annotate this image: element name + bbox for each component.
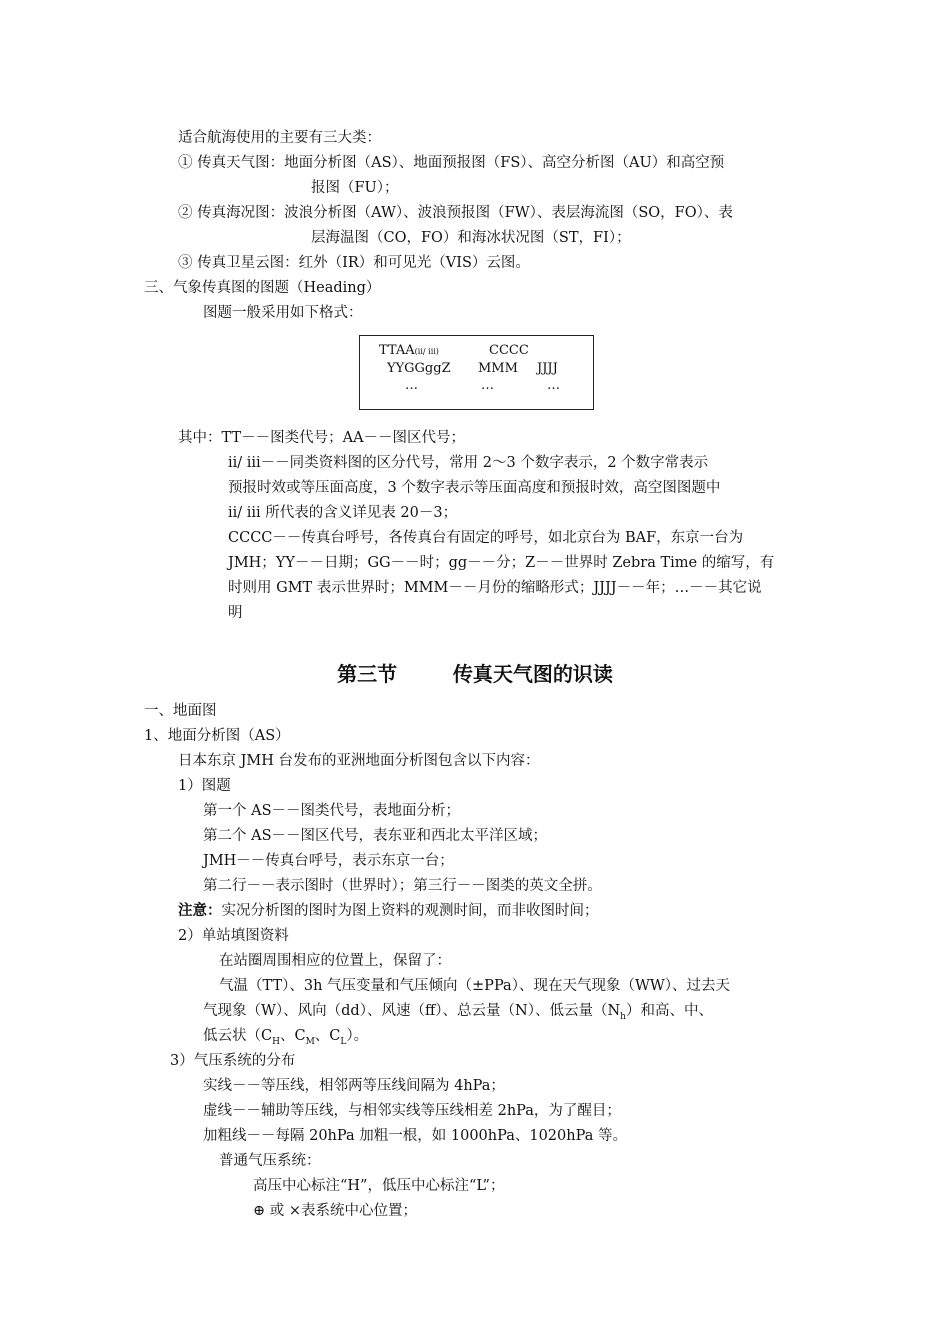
list-item-continued: 层海温图（CO，FO）和海冰状况图（ST，FI）；: [311, 230, 631, 246]
box-ttaa-sub: (ii/ iii): [414, 347, 439, 356]
section-title: 第三节 传真天气图的识读: [337, 662, 613, 686]
explain-line: JMH；YY－－日期；GG－－时；gg－－分；Z－－世界时 Zebra Time 的缩写，有: [228, 555, 775, 571]
station-line: 气现象（W）、风向（dd）、风速（ff）、总云量（N）、低云量$(N_h)$和高、中、: [203, 1003, 713, 1022]
box-dots: …: [481, 378, 494, 393]
body-line: 日本东京 JMH 台发布的亚洲地面分析图包含以下内容：: [178, 753, 540, 769]
body-line: 第二行－－表示图时（世界时）；第三行－－图类的英文全拼。: [203, 878, 602, 894]
note-text: 实况分析图的图时为图上资料的观测时间，而非收图时间；: [221, 903, 599, 919]
box-jjjj: JJJJ: [537, 361, 558, 376]
intro-line: 适合航海使用的主要有三大类：: [178, 130, 381, 146]
section-heading-3: 三、气象传真图的图题（Heading）: [144, 280, 381, 296]
pressure-line: 加粗线－－每隔 20hPa 加粗一根，如 1000hPa、1020hPa 等。: [203, 1128, 627, 1144]
list-item-continued: 报图（FU）；: [311, 180, 399, 196]
box-mmm: MMM: [478, 361, 518, 376]
box-cccc: CCCC: [489, 343, 529, 358]
list-item-fax-satellite: ③ 传真卫星云图：红外（IR）和可见光（VIS）云图。: [178, 255, 530, 271]
box-dots: …: [547, 378, 560, 393]
note-label: 注意：: [178, 902, 222, 919]
explain-line: 预报时效或等压面高度，3 个数字表示等压面高度和预报时效，高空图图题中: [228, 480, 721, 496]
note-line: [178, 901, 599, 921]
station-line: 在站圈周围相应的位置上，保留了：: [219, 953, 451, 969]
body-line: 第二个 AS－－图区代号，表东亚和西北太平洋区域；: [203, 828, 548, 844]
pressure-line: 普通气压系统：: [219, 1153, 321, 1169]
station-line: 低云状（$C_H$、$C_M$、$C_L$）。: [203, 1028, 369, 1047]
box-ttaa: TTAA(ii/ iii): [379, 343, 439, 358]
pressure-heading: 3）气压系统的分布: [170, 1053, 296, 1069]
list-item-fax-sea: ② 传真海况图：波浪分析图（AW）、波浪预报图（FW）、表层海流图（SO，FO）、表: [178, 205, 733, 221]
body-line: 第一个 AS－－图类代号，表地面分析；: [203, 803, 461, 819]
explain-line: ii/ iii 所代表的含义详见表 20－3；: [228, 505, 458, 521]
box-dots: …: [405, 378, 418, 393]
subsection-heading: 一、地面图: [144, 703, 217, 719]
body-line: 1）图题: [178, 778, 231, 794]
heading-format-box: [359, 335, 594, 410]
list-item-fax-weather: ① 传真天气图：地面分析图（AS）、地面预报图（FS）、高空分析图（AU）和高空预: [178, 155, 725, 171]
heading-format-intro: 图题一般采用如下格式：: [203, 305, 363, 321]
explain-line: 其中：TT－－图类代号；AA－－图区代号；: [178, 430, 466, 446]
pressure-line: 虚线－－辅助等压线，与相邻实线等压线相差 2hPa，为了醒目；: [203, 1103, 621, 1119]
station-line: 气温（TT）、3h 气压变量和气压倾向（±PPa）、现在天气现象（WW）、过去天: [219, 978, 730, 994]
explain-line: CCCC－－传真台呼号，各传真台有固定的呼号，如北京台为 BAF，东京一台为: [228, 530, 744, 546]
explain-line: ii/ iii－－同类资料图的区分代号，常用 2～3 个数字表示，2 个数字常表示: [228, 455, 709, 471]
pressure-line: ⊕ 或 ×表系统中心位置；: [253, 1203, 418, 1219]
subsection-heading: 1、地面分析图（AS）: [144, 728, 290, 744]
explain-line: 明: [228, 605, 243, 621]
pressure-line: 实线－－等压线，相邻两等压线间隔为 4hPa；: [203, 1078, 505, 1094]
station-heading: 2）单站填图资料: [178, 928, 289, 944]
explain-line: 时则用 GMT 表示世界时；MMM－－月份的缩略形式；JJJJ－－年；…－－其它说: [228, 580, 762, 596]
body-line: JMH－－传真台呼号，表示东京一台；: [203, 853, 454, 869]
box-yyggggz: YYGGggZ: [387, 361, 451, 376]
pressure-line: 高压中心标注“H”，低压中心标注“L”；: [253, 1178, 505, 1194]
